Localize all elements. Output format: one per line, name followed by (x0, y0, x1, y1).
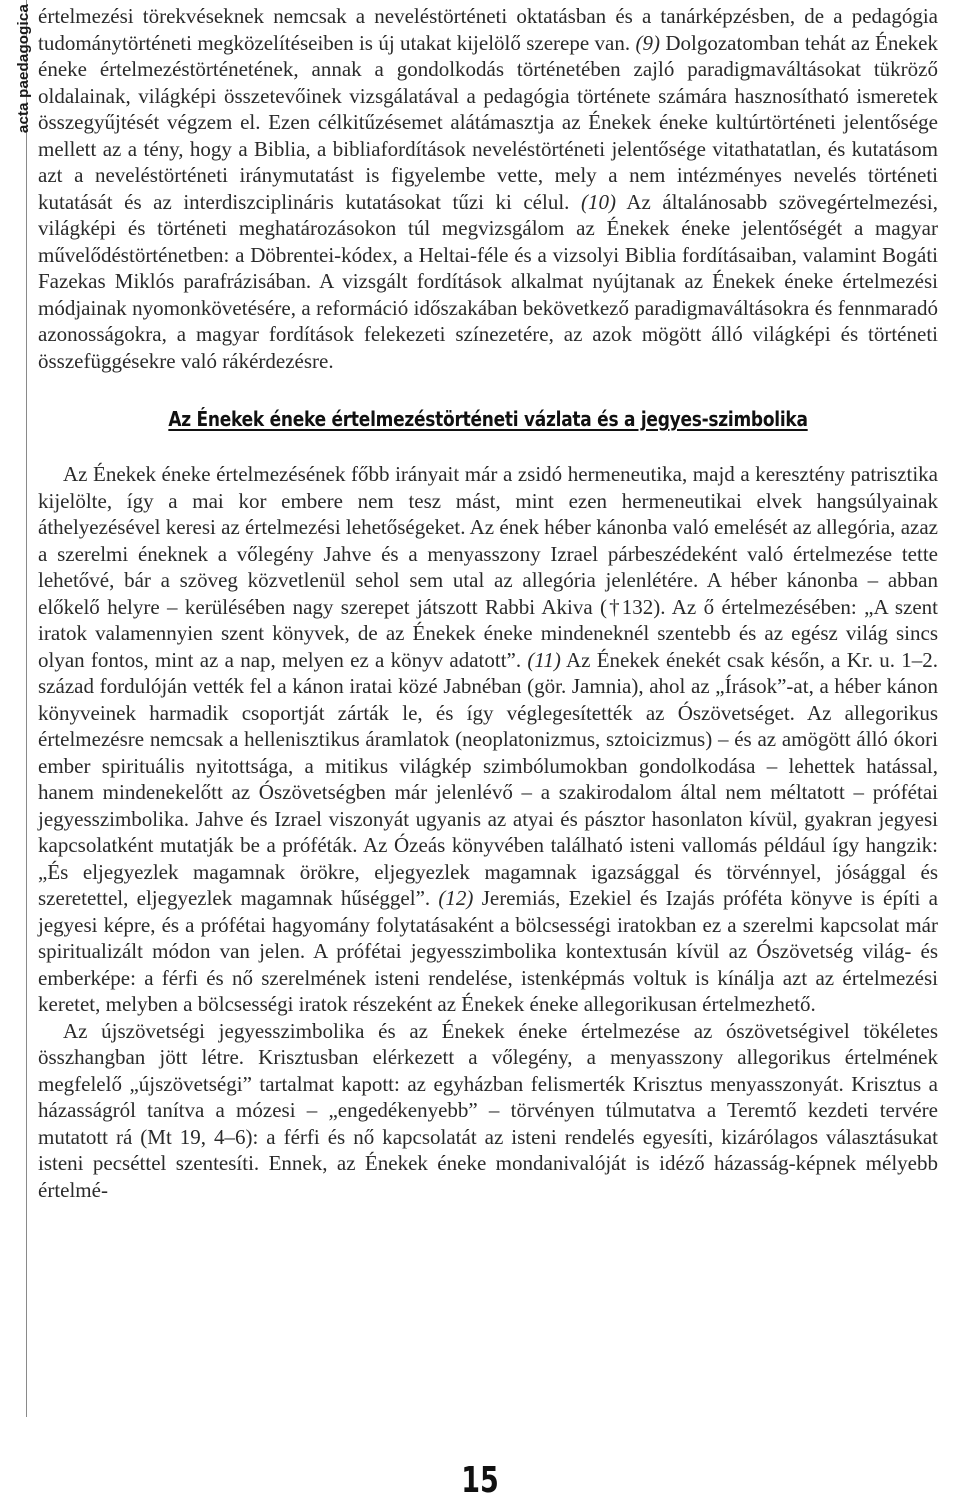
footnote-ref: (12) (438, 886, 474, 910)
journal-name: acta paedagogica (15, 4, 32, 134)
footnote-ref: (11) (527, 647, 561, 672)
footnote-ref: (10) (580, 189, 616, 214)
paragraph-interpretation: Az Énekek éneke értelmezésének főbb irányait már a zsidó hermeneutika, majd a keresztény patrisztika kijelölte, így a mai kor embere nem tesz mást, mint ezen hermeneutikai elvek hangsúlyainak áthelyezésével keresi az értelmezési lehetőségeket. Az ének héber kánonba való emelését az allegória, azaz a szerelmi éneknek a vőlegény Jahve és a menyasszony Izrael párbeszédeként való értelmezése tette lehetővé, bár a szöveg közvetlenül sehol sem utal az allegória jelenlétére. A héber kánonba – abban előkelő helyre – kerülésében nagy szerepet játszott Rabbi Akiva (†132). Az ő értelmezésében: „A szent iratok valamennyien szent könyvek, de az Énekek éneke mindeneknél szentebb és az egész világ sincs olyan fontos, mint az a nap, melyen ez a könyv adatott”. (11) Az Énekek énekét csak későn, a Kr. u. 1–2. század fordulóján vették fel a kánon iratai közé Jabnéban (gör. Jamnia), ahol az „Írások”-at, a héber kánon könyveinek harmadik csoportját zárták le, és így véglegesítették az Ószövetséget. Az allegorikus értelmezésre nemcsak a hellenisztikus áramlatok (neoplatonizmus, sztoicizmus) – és az amögött álló ókori ember spirituális nyitottsága, a mitikus világkép szimbólumokban gondolkodása – lehettek hatással, hanem mindenekelőtt az Ószövetségben már jelenlévő – a szakirodalom által nem méltatott – prófétai jegyesszimbolika. Jahve és Izrael viszonyát ugyanis az atyai és pásztor hasonlaton kívül, gyakran jegyesi kapcsolatként mutatják be a próféták. Az Ózeás könyvében található isteni vallomás például így hangzik: „És eljegyezlek magamnak örökre, eljegyezlek magamnak igazsággal és törvénnyel, jósággal és szeretettel, eljegyezlek magamnak hűséggel”. (12) Jeremiás, Ezekiel és Izajás próféta könyve is építi a jegyesi képre, és a prófétai hagyomány folytatásaként a bölcsességi iratokban ez a szerelmi kapcsolat már spiritualizált módon van jelen. A prófétai jegyesszimbolika kontextusán kívül az Ószövetség világ- és emberképe: a férfi és nő szerelmének isteni rendelése, istenképmás voltuk is kínálja azt az értelmezési keretet, melyben a bölcsességi iratok részeként az Énekek éneke allegorikusan értelmezhető. (38, 462, 938, 1016)
article-body (38, 3, 938, 1203)
paragraph-intro: értelmezési törekvéseknek nemcsak a neveléstörténeti oktatásban és a tanárképzésben, de a pedagógia tudománytörténeti megközelítéseiben is új utakat kijelölő szerepe van. (9) Dolgozatomban tehát az Énekek éneke értelmezéstörténetének, annak a gondolkodás történetében zajló paradigmaváltásokat tükröző oldalainak, világképi összetevőinek vizsgálatával a pedagógia története számára hasznosítható ismeretek összegyűjtését végzem el. Ezen célkitűzésemet alátámasztja az Énekek éneke kultúrtörténeti jelentősége mellett az a tény, hogy a Biblia, a bibliafordítások neveléstörténeti jelentősége vitathatatlan, és kutatásom azt a neveléstörténeti iránymutatást is figyelembe vette, mely a nem intézményes nevelés történeti kutatását és az interdiszciplináris kutatásokat tűzi ki célul. (10) Az általánosabb szövegértelmezési, világképi és történeti meghatározásokon túl megvizsgálom az Énekek éneke jelentőségét a magyar művelődéstörténetben: a Döbrentei-kódex, a Heltai-féle és a vizsolyi Biblia fordításaiban, valamint Bogáti Fazekas Miklós parafrázisában. A vizsgált fordítások alkalmat nyújtanak az Énekek éneke értelmezési módjainak nyomonkövetésére, a reformáció időszakában bekövetkező paradigmaváltásokra és fennmaradó azonosságokra, a magyar fordítások felekezeti színezetére, az azok mögött álló világképi és történeti összefüggésekre való rákérdezésre. (38, 4, 938, 373)
footnote-ref: (9) (635, 30, 660, 55)
section-heading: Az Énekek éneke értelmezéstörténeti vázlata és a jegyes-szimbolika (168, 407, 808, 431)
paragraph-new-testament: Az újszövetségi jegyesszimbolika és az Énekek éneke értelmezése az ószövetségivel tökéletes összhangban jött létre. Krisztusban elérkezett a vőlegény, a menyasszony allegorikus értelmének megfelelő „újszövetségi” tartalmat kapott: az egyházban felismerték Krisztus menyasszonyát. Krisztus a házasságról tanítva a mózesi – „engedékenyebb” – törvényen túlmutatva a Teremtő kezdeti tervére mutatott rá (Mt 19, 4–6): a férfi és nő kapcsolatát az isteni rendelés egyesíti, kizárólagos választásukat isteni pecséttel szentesíti. Ennek, az Énekek éneke mondanivalóját is idéző házasság-képnek mélyebb értelmé- (38, 1018, 938, 1202)
journal-sidebar (0, 0, 32, 1417)
page-number: 15 (461, 1460, 499, 1501)
